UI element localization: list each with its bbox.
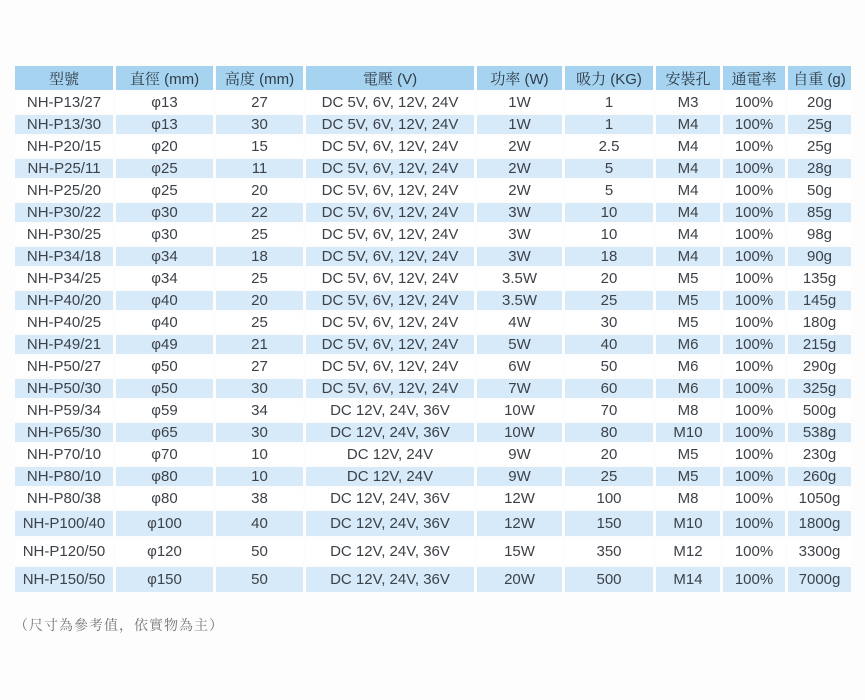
table-cell: 28g bbox=[788, 159, 851, 178]
column-header: 型號 bbox=[15, 66, 113, 90]
table-cell: 25 bbox=[565, 291, 653, 310]
table-cell: DC 12V, 24V, 36V bbox=[306, 401, 474, 420]
table-row bbox=[15, 379, 851, 398]
table-cell: DC 5V, 6V, 12V, 24V bbox=[306, 335, 474, 354]
table-cell: 3W bbox=[477, 247, 562, 266]
table-cell: 25 bbox=[216, 269, 303, 288]
table-cell: 100 bbox=[565, 489, 653, 508]
table-cell: 500 bbox=[565, 567, 653, 592]
table-cell: 50g bbox=[788, 181, 851, 200]
table-cell: NH-P50/30 bbox=[15, 379, 113, 398]
table-cell: 60 bbox=[565, 379, 653, 398]
table-cell: φ150 bbox=[116, 567, 213, 592]
table-cell: 6W bbox=[477, 357, 562, 376]
table-cell: φ40 bbox=[116, 291, 213, 310]
table-cell: 15 bbox=[216, 137, 303, 156]
table-cell: 80 bbox=[565, 423, 653, 442]
table-cell: 325g bbox=[788, 379, 851, 398]
table-cell: 100% bbox=[723, 159, 785, 178]
table-cell: φ25 bbox=[116, 159, 213, 178]
table-cell: 18 bbox=[565, 247, 653, 266]
table-cell: DC 5V, 6V, 12V, 24V bbox=[306, 159, 474, 178]
table-cell: NH-P120/50 bbox=[15, 539, 113, 564]
table-cell: NH-P65/30 bbox=[15, 423, 113, 442]
table-cell: NH-P40/25 bbox=[15, 313, 113, 332]
table-cell: 260g bbox=[788, 467, 851, 486]
table-row bbox=[15, 203, 851, 222]
table-cell: φ65 bbox=[116, 423, 213, 442]
table-cell: 85g bbox=[788, 203, 851, 222]
table-cell: M4 bbox=[656, 159, 720, 178]
table-cell: 20g bbox=[788, 93, 851, 112]
table-cell: 3300g bbox=[788, 539, 851, 564]
table-cell: 100% bbox=[723, 335, 785, 354]
table-cell: 500g bbox=[788, 401, 851, 420]
table-cell: 100% bbox=[723, 313, 785, 332]
table-cell: M4 bbox=[656, 225, 720, 244]
table-row bbox=[15, 423, 851, 442]
table-cell: 25g bbox=[788, 115, 851, 134]
column-header: 通電率 bbox=[723, 66, 785, 90]
table-cell: 150 bbox=[565, 511, 653, 536]
table-cell: 538g bbox=[788, 423, 851, 442]
table-row bbox=[15, 357, 851, 376]
table-cell: DC 12V, 24V bbox=[306, 445, 474, 464]
table-cell: M12 bbox=[656, 539, 720, 564]
dimensions-disclaimer-note: （尺寸為參考值，依實物為主） bbox=[14, 617, 224, 633]
table-cell: φ25 bbox=[116, 181, 213, 200]
table-cell: DC 5V, 6V, 12V, 24V bbox=[306, 93, 474, 112]
table-cell: 1800g bbox=[788, 511, 851, 536]
column-header: 直徑 (mm) bbox=[116, 66, 213, 90]
table-row bbox=[15, 313, 851, 332]
table-cell: M8 bbox=[656, 489, 720, 508]
table-cell: 230g bbox=[788, 445, 851, 464]
table-cell: φ40 bbox=[116, 313, 213, 332]
table-cell: NH-P70/10 bbox=[15, 445, 113, 464]
table-row bbox=[15, 269, 851, 288]
table-cell: φ30 bbox=[116, 203, 213, 222]
table-cell: 135g bbox=[788, 269, 851, 288]
table-cell: 1W bbox=[477, 115, 562, 134]
table-cell: M8 bbox=[656, 401, 720, 420]
table-cell: 4W bbox=[477, 313, 562, 332]
table-cell: 3.5W bbox=[477, 269, 562, 288]
table-cell: 3W bbox=[477, 203, 562, 222]
table-cell: 11 bbox=[216, 159, 303, 178]
table-cell: NH-P49/21 bbox=[15, 335, 113, 354]
table-cell: 10W bbox=[477, 401, 562, 420]
table-cell: 20W bbox=[477, 567, 562, 592]
table-cell: M10 bbox=[656, 423, 720, 442]
table-cell: DC 5V, 6V, 12V, 24V bbox=[306, 291, 474, 310]
table-cell: 100% bbox=[723, 567, 785, 592]
table-cell: 3.5W bbox=[477, 291, 562, 310]
table-cell: 7000g bbox=[788, 567, 851, 592]
table-cell: 7W bbox=[477, 379, 562, 398]
table-cell: 9W bbox=[477, 467, 562, 486]
table-cell: DC 5V, 6V, 12V, 24V bbox=[306, 225, 474, 244]
table-cell: DC 5V, 6V, 12V, 24V bbox=[306, 313, 474, 332]
table-cell: 20 bbox=[216, 291, 303, 310]
table-cell: 30 bbox=[216, 423, 303, 442]
table-cell: NH-P13/27 bbox=[15, 93, 113, 112]
table-cell: 5 bbox=[565, 181, 653, 200]
table-cell: NH-P100/40 bbox=[15, 511, 113, 536]
column-header: 安裝孔 bbox=[656, 66, 720, 90]
table-row bbox=[15, 181, 851, 200]
table-cell: NH-P40/20 bbox=[15, 291, 113, 310]
table-cell: 1050g bbox=[788, 489, 851, 508]
table-cell: 20 bbox=[565, 269, 653, 288]
table-cell: 30 bbox=[216, 379, 303, 398]
table-cell: 27 bbox=[216, 357, 303, 376]
table-cell: NH-P34/18 bbox=[15, 247, 113, 266]
table-cell: DC 5V, 6V, 12V, 24V bbox=[306, 181, 474, 200]
table-cell: DC 5V, 6V, 12V, 24V bbox=[306, 137, 474, 156]
table-cell: φ80 bbox=[116, 489, 213, 508]
table-cell: φ80 bbox=[116, 467, 213, 486]
table-cell: 10 bbox=[565, 203, 653, 222]
table-cell: 50 bbox=[216, 567, 303, 592]
table-cell: 100% bbox=[723, 489, 785, 508]
table-cell: 100% bbox=[723, 539, 785, 564]
table-cell: φ100 bbox=[116, 511, 213, 536]
table-cell: 1 bbox=[565, 93, 653, 112]
table-cell: 350 bbox=[565, 539, 653, 564]
table-cell: 27 bbox=[216, 93, 303, 112]
table-row bbox=[15, 137, 851, 156]
table-cell: 290g bbox=[788, 357, 851, 376]
table-cell: φ49 bbox=[116, 335, 213, 354]
table-cell: 30 bbox=[216, 115, 303, 134]
column-header: 功率 (W) bbox=[477, 66, 562, 90]
table-cell: M14 bbox=[656, 567, 720, 592]
table-row bbox=[15, 291, 851, 310]
table-cell: 20 bbox=[565, 445, 653, 464]
table-cell: 100% bbox=[723, 445, 785, 464]
table-cell: 5W bbox=[477, 335, 562, 354]
table-row bbox=[15, 489, 851, 508]
table-cell: M6 bbox=[656, 379, 720, 398]
table-cell: 2W bbox=[477, 181, 562, 200]
table-cell: M5 bbox=[656, 269, 720, 288]
table-cell: 2W bbox=[477, 137, 562, 156]
table-cell: NH-P13/30 bbox=[15, 115, 113, 134]
table-cell: φ20 bbox=[116, 137, 213, 156]
table-cell: DC 5V, 6V, 12V, 24V bbox=[306, 269, 474, 288]
table-cell: 25 bbox=[565, 467, 653, 486]
table-cell: DC 5V, 6V, 12V, 24V bbox=[306, 357, 474, 376]
table-cell: 100% bbox=[723, 511, 785, 536]
table-cell: 180g bbox=[788, 313, 851, 332]
table-cell: 25 bbox=[216, 313, 303, 332]
table-cell: M4 bbox=[656, 247, 720, 266]
table-row bbox=[15, 511, 851, 536]
table-cell: 15W bbox=[477, 539, 562, 564]
table-cell: 18 bbox=[216, 247, 303, 266]
table-cell: DC 12V, 24V, 36V bbox=[306, 489, 474, 508]
table-cell: 50 bbox=[216, 539, 303, 564]
table-cell: 1W bbox=[477, 93, 562, 112]
column-header: 吸力 (KG) bbox=[565, 66, 653, 90]
table-cell: M4 bbox=[656, 137, 720, 156]
table-cell: M4 bbox=[656, 203, 720, 222]
table-cell: 100% bbox=[723, 379, 785, 398]
table-cell: 145g bbox=[788, 291, 851, 310]
table-cell: DC 12V, 24V, 36V bbox=[306, 511, 474, 536]
table-cell: M4 bbox=[656, 115, 720, 134]
table-row bbox=[15, 247, 851, 266]
table-cell: 10 bbox=[565, 225, 653, 244]
table-cell: 100% bbox=[723, 93, 785, 112]
column-header: 自重 (g) bbox=[788, 66, 851, 90]
table-cell: 38 bbox=[216, 489, 303, 508]
table-cell: M5 bbox=[656, 445, 720, 464]
table-cell: NH-P80/38 bbox=[15, 489, 113, 508]
table-cell: NH-P80/10 bbox=[15, 467, 113, 486]
table-cell: NH-P30/22 bbox=[15, 203, 113, 222]
table-cell: M5 bbox=[656, 291, 720, 310]
spec-table bbox=[12, 63, 854, 595]
table-cell: NH-P59/34 bbox=[15, 401, 113, 420]
table-cell: 100% bbox=[723, 137, 785, 156]
table-cell: φ30 bbox=[116, 225, 213, 244]
table-cell: φ34 bbox=[116, 247, 213, 266]
table-cell: 40 bbox=[216, 511, 303, 536]
table-cell: 100% bbox=[723, 291, 785, 310]
table-cell: 100% bbox=[723, 401, 785, 420]
table-cell: 100% bbox=[723, 203, 785, 222]
table-cell: M5 bbox=[656, 313, 720, 332]
table-cell: 10 bbox=[216, 445, 303, 464]
table-cell: 100% bbox=[723, 225, 785, 244]
table-cell: 100% bbox=[723, 115, 785, 134]
spec-table-body bbox=[15, 93, 851, 592]
table-cell: 2.5 bbox=[565, 137, 653, 156]
table-cell: DC 5V, 6V, 12V, 24V bbox=[306, 379, 474, 398]
table-cell: φ59 bbox=[116, 401, 213, 420]
table-row bbox=[15, 445, 851, 464]
table-row bbox=[15, 539, 851, 564]
table-cell: 20 bbox=[216, 181, 303, 200]
table-cell: 70 bbox=[565, 401, 653, 420]
table-cell: M4 bbox=[656, 181, 720, 200]
table-cell: NH-P30/25 bbox=[15, 225, 113, 244]
table-cell: M3 bbox=[656, 93, 720, 112]
table-cell: DC 12V, 24V, 36V bbox=[306, 567, 474, 592]
table-cell: DC 5V, 6V, 12V, 24V bbox=[306, 203, 474, 222]
table-cell: 2W bbox=[477, 159, 562, 178]
table-cell: M5 bbox=[656, 467, 720, 486]
table-cell: DC 5V, 6V, 12V, 24V bbox=[306, 247, 474, 266]
table-cell: DC 5V, 6V, 12V, 24V bbox=[306, 115, 474, 134]
table-cell: DC 12V, 24V bbox=[306, 467, 474, 486]
table-row bbox=[15, 401, 851, 420]
table-cell: NH-P34/25 bbox=[15, 269, 113, 288]
column-header: 電壓 (V) bbox=[306, 66, 474, 90]
table-cell: φ34 bbox=[116, 269, 213, 288]
table-cell: 1 bbox=[565, 115, 653, 134]
table-cell: M6 bbox=[656, 335, 720, 354]
table-cell: 30 bbox=[565, 313, 653, 332]
table-cell: 3W bbox=[477, 225, 562, 244]
table-cell: DC 12V, 24V, 36V bbox=[306, 423, 474, 442]
table-cell: M6 bbox=[656, 357, 720, 376]
table-row bbox=[15, 159, 851, 178]
table-cell: 21 bbox=[216, 335, 303, 354]
table-cell: φ70 bbox=[116, 445, 213, 464]
table-cell: M10 bbox=[656, 511, 720, 536]
table-cell: φ120 bbox=[116, 539, 213, 564]
table-cell: 215g bbox=[788, 335, 851, 354]
table-cell: 5 bbox=[565, 159, 653, 178]
table-row bbox=[15, 467, 851, 486]
table-cell: φ13 bbox=[116, 115, 213, 134]
header-row bbox=[15, 66, 851, 90]
table-cell: 100% bbox=[723, 423, 785, 442]
table-cell: 34 bbox=[216, 401, 303, 420]
table-row bbox=[15, 93, 851, 112]
table-cell: 25g bbox=[788, 137, 851, 156]
table-cell: 10W bbox=[477, 423, 562, 442]
table-cell: 10 bbox=[216, 467, 303, 486]
table-cell: NH-P150/50 bbox=[15, 567, 113, 592]
table-row bbox=[15, 115, 851, 134]
table-cell: NH-P50/27 bbox=[15, 357, 113, 376]
table-cell: NH-P20/15 bbox=[15, 137, 113, 156]
table-cell: 25 bbox=[216, 225, 303, 244]
table-cell: φ50 bbox=[116, 357, 213, 376]
table-cell: 100% bbox=[723, 181, 785, 200]
table-cell: 100% bbox=[723, 247, 785, 266]
table-cell: 50 bbox=[565, 357, 653, 376]
table-cell: φ50 bbox=[116, 379, 213, 398]
table-cell: DC 12V, 24V, 36V bbox=[306, 539, 474, 564]
table-cell: 12W bbox=[477, 511, 562, 536]
table-cell: NH-P25/20 bbox=[15, 181, 113, 200]
table-cell: 12W bbox=[477, 489, 562, 508]
table-row bbox=[15, 225, 851, 244]
table-cell: 100% bbox=[723, 357, 785, 376]
table-cell: NH-P25/11 bbox=[15, 159, 113, 178]
table-cell: 40 bbox=[565, 335, 653, 354]
table-cell: 98g bbox=[788, 225, 851, 244]
table-row bbox=[15, 567, 851, 592]
table-cell: 100% bbox=[723, 467, 785, 486]
table-cell: 22 bbox=[216, 203, 303, 222]
table-cell: 9W bbox=[477, 445, 562, 464]
table-cell: φ13 bbox=[116, 93, 213, 112]
table-cell: 100% bbox=[723, 269, 785, 288]
table-row bbox=[15, 335, 851, 354]
column-header: 高度 (mm) bbox=[216, 66, 303, 90]
table-cell: 90g bbox=[788, 247, 851, 266]
